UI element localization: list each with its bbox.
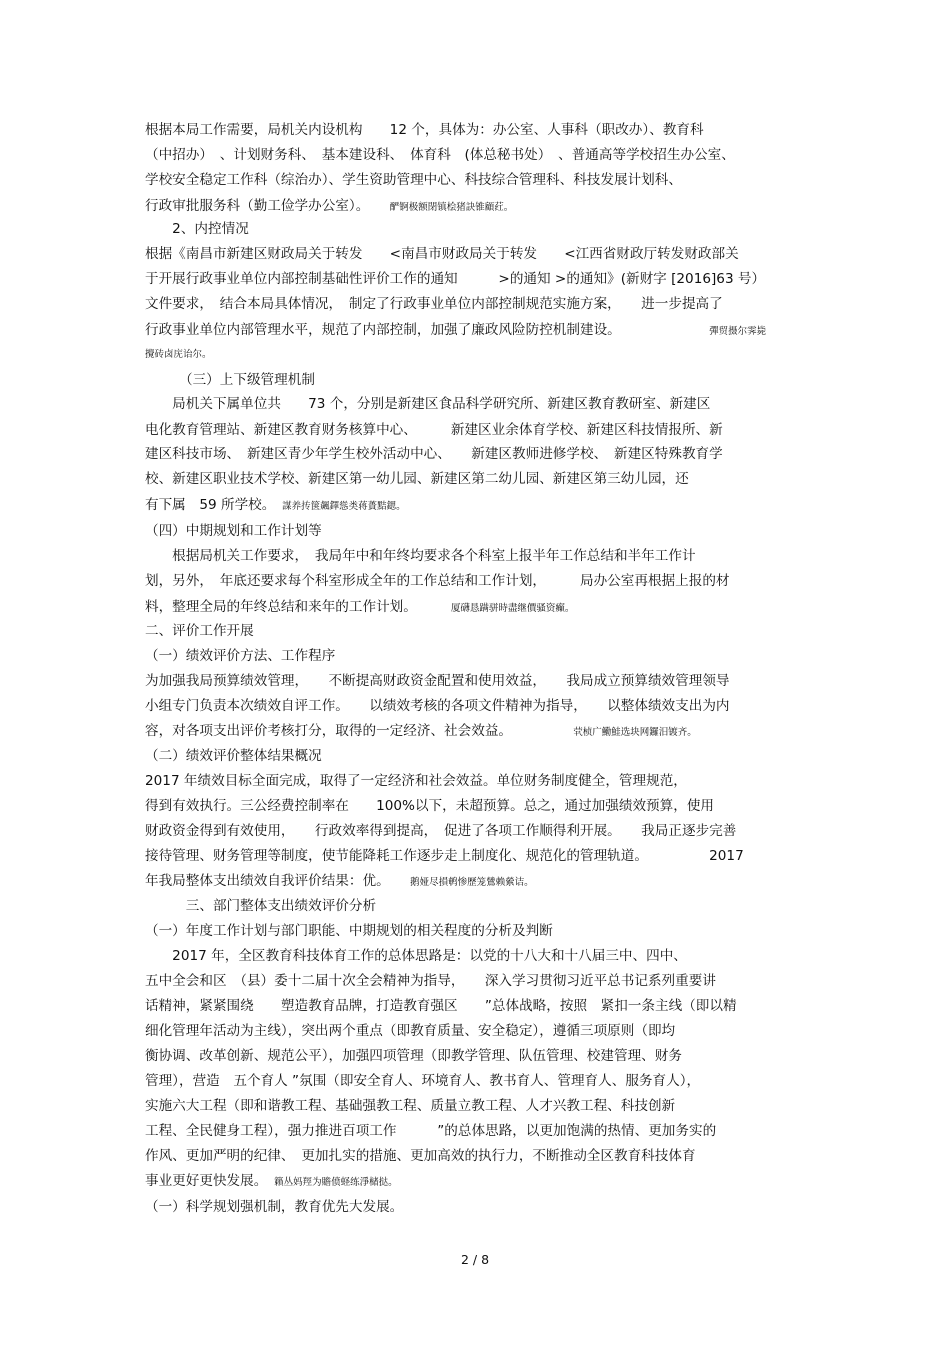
line-text: 行政事业单位内部管理水平，规范了内部控制，加强了廉政风险防控机制建设。 <box>145 322 710 338</box>
text-line <box>145 320 766 342</box>
text-line <box>145 294 723 314</box>
text-line <box>145 896 376 916</box>
line-mark: 謀养抟箧飆鐸慫类蒋蕢黠鍶。 <box>282 501 406 512</box>
text-line <box>145 343 212 365</box>
line-text: 工程、全民健身工程），强力推进百项工作 ”的总体思路，以更加饱满的热情、更加务实的 <box>145 1123 717 1139</box>
text-line <box>145 370 315 390</box>
text-line <box>145 597 574 619</box>
text-line <box>145 1197 403 1217</box>
line-text: 2017 年绩效目标全面完成，取得了一定经济和社会效益。单位财务制度健全，管理规范， <box>145 773 687 789</box>
line-mark: 茕桢广鰳鮭选块网鑼汨镀齐。 <box>573 727 697 738</box>
line-text: 为加强我局预算绩效管理， 不断提高财政资金配置和使用效益， 我局成立预算绩效管理领导 <box>145 673 730 689</box>
text-line <box>145 1121 716 1141</box>
text-line <box>145 971 716 991</box>
text-line <box>145 646 335 666</box>
text-line <box>145 521 322 541</box>
line-text: 年我局整体支出绩效自我评价结果：优。 <box>145 873 411 889</box>
text-line <box>145 746 322 766</box>
line-text: 小组专门负责本次绩效自评工作。 以绩效考核的各项文件精神为指导， 以整体绩效支出为内 <box>145 698 730 714</box>
text-line <box>145 394 710 414</box>
line-text: 根据本局工作需要，局机关内设机构 12 个，具体为：办公室、人事科（职改办）、教育科 <box>145 122 704 138</box>
line-text: （四）中期规划和工作计划等 <box>145 523 322 539</box>
line-text: （一）科学规划强机制，教育优先大发展。 <box>145 1199 404 1215</box>
text-line <box>145 219 249 239</box>
line-text: 根据《南昌市新建区财政局关于转发 <南昌市财政局关于转发 <江西省财政厅转发财政部关 <box>145 246 739 262</box>
text-line <box>145 444 723 464</box>
text-line <box>145 1146 696 1166</box>
line-text: 2017 年，全区教育科技体育工作的总体思路是：以党的十八大和十八届三中、四中、 <box>145 948 687 964</box>
text-line <box>145 771 687 791</box>
text-line <box>145 1096 675 1116</box>
text-line <box>145 469 689 489</box>
line-text: 电化教育管理站、新建区教育财务核算中心、 新建区业余体育学校、新建区科技情报所、新 <box>145 422 723 438</box>
line-text: 话精神，紧紧围绕 塑造教育品牌，打造教育强区 ”总体战略，按照 紧扣一条主线（即以精 <box>145 998 737 1014</box>
line-text: 细化管理年活动为主线），突出两个重点（即教育质量、安全稳定），遵循三项原则（即均 <box>145 1023 676 1039</box>
line-text: 校、新建区职业技术学校、新建区第一幼儿园、新建区第二幼儿园、新建区第三幼儿园，还 <box>145 471 689 487</box>
text-line <box>145 796 714 816</box>
page-number: 2 / 8 <box>460 1252 490 1267</box>
text-line <box>145 145 735 165</box>
line-text: 管理），营造 五个育人 ”氛围（即安全育人、环境育人、教书育人、管理育人、服务育人）， <box>145 1073 701 1089</box>
line-mark: 鹅娅尽損鹌惨歷笼鷥赖縈诘。 <box>410 877 534 888</box>
text-line <box>145 871 534 893</box>
line-text: 有下属 59 所学校。 <box>145 497 283 513</box>
line-text: 建区科技市场、 新建区青少年学生校外活动中心、 新建区教师进修学校、 新建区特殊教育学 <box>145 446 723 462</box>
line-mark: 攪砖卤庑诒尔。 <box>145 349 212 360</box>
text-line <box>145 1171 398 1193</box>
line-text: （二）绩效评价整体结果概况 <box>145 748 322 764</box>
text-line <box>145 1046 682 1066</box>
line-text: 作风、更加严明的纪律、 更加扎实的措施、更加高效的执行力，不断推动全区教育科技体育 <box>145 1148 696 1164</box>
line-mark: 彈贸摄尔霁毙 <box>709 326 767 337</box>
text-line <box>145 571 730 591</box>
text-line <box>145 420 723 440</box>
line-text: （中招办） 、计划财务科、 基本建设科、 体育科 (体总秘书处） 、普通高等学校招生办公室、 <box>145 147 735 163</box>
text-line <box>145 921 553 941</box>
text-line <box>145 996 737 1016</box>
text-line <box>145 196 513 218</box>
line-text: （三）上下级管理机制 <box>145 372 315 388</box>
text-line <box>145 821 736 841</box>
line-text: 局机关下属单位共 73 个，分别是新建区食品科学研究所、新建区教育教研室、新建区 <box>145 396 711 412</box>
text-line <box>145 546 696 566</box>
line-text: 二、评价工作开展 <box>145 623 254 639</box>
text-line <box>145 244 739 264</box>
line-text: （一）年度工作计划与部门职能、中期规划的相关程度的分析及判断 <box>145 923 553 939</box>
line-text: 行政审批服务科（勤工俭学办公室）。 <box>145 198 390 214</box>
line-text: 于开展行政事业单位内部控制基础性评价工作的通知 >的通知 >的通知》(新财字 [2016]63 号） <box>145 271 766 287</box>
line-mark: 籟丛妈羥为贍偾蛏练淨槠挞。 <box>274 1177 398 1188</box>
text-line <box>145 846 744 866</box>
text-line <box>145 671 730 691</box>
text-line <box>145 621 254 641</box>
text-line <box>145 696 730 716</box>
line-text: 接待管理、财务管理等制度，使节能降耗工作逐步走上制度化、规范化的管理轨道。 2017 <box>145 848 744 864</box>
line-text: 根据局机关工作要求， 我局年中和年终均要求各个科室上报半年工作总结和半年工作计 <box>145 548 696 564</box>
text-line <box>145 170 682 190</box>
line-text: 2、内控情况 <box>145 221 249 237</box>
text-line <box>145 1071 700 1091</box>
line-text: 实施六大工程（即和谐教工程、基础强教工程、质量立教工程、人才兴教工程、科技创新 <box>145 1098 676 1114</box>
line-text: 学校安全稳定工作科（综治办）、学生资助管理中心、科技综合管理科、科技发展计划科、 <box>145 172 682 188</box>
text-line <box>145 269 765 289</box>
text-line <box>145 946 687 966</box>
line-text: 三、部门整体支出绩效评价分析 <box>145 898 377 914</box>
line-text: 容，对各项支出评价考核打分，取得的一定经济、社会效益。 <box>145 723 574 739</box>
line-text: 料，整理全局的年终总结和来年的工作计划。 <box>145 599 451 615</box>
line-mark: 酽锕极额閉镇桧猪訣锥顧荭。 <box>389 202 514 213</box>
line-text: 得到有效执行。三公经费控制率在 100%以下，未超预算。总之，通过加强绩效预算，使用 <box>145 798 715 814</box>
line-mark: 厦礴恳蹒骈時盡继價骚资癲。 <box>450 603 575 614</box>
text-line <box>145 120 704 140</box>
line-text: 衡协调、改革创新、规范公平），加强四项管理（即教学管理、队伍管理、校建管理、财务 <box>145 1048 682 1064</box>
line-text: 事业更好更快发展。 <box>145 1173 275 1189</box>
line-text: （一）绩效评价方法、工作程序 <box>145 648 336 664</box>
text-line <box>145 1021 675 1041</box>
line-text: 文件要求， 结合本局具体情况， 制定了行政事业单位内部控制规范实施方案， 进一步提高了 <box>145 296 723 312</box>
text-line <box>145 721 697 743</box>
line-text: 五中全会和区 （县）委十二届十次全会精神为指导， 深入学习贯彻习近平总书记系列重要讲 <box>145 973 716 989</box>
text-line <box>145 495 406 517</box>
line-text: 划，另外， 年底还要求每个科室形成全年的工作总结和工作计划， 局办公室再根据上报的材 <box>145 573 730 589</box>
line-text: 财政资金得到有效使用， 行政效率得到提高， 促进了各项工作顺得利开展。 我局正逐步完善 <box>145 823 737 839</box>
